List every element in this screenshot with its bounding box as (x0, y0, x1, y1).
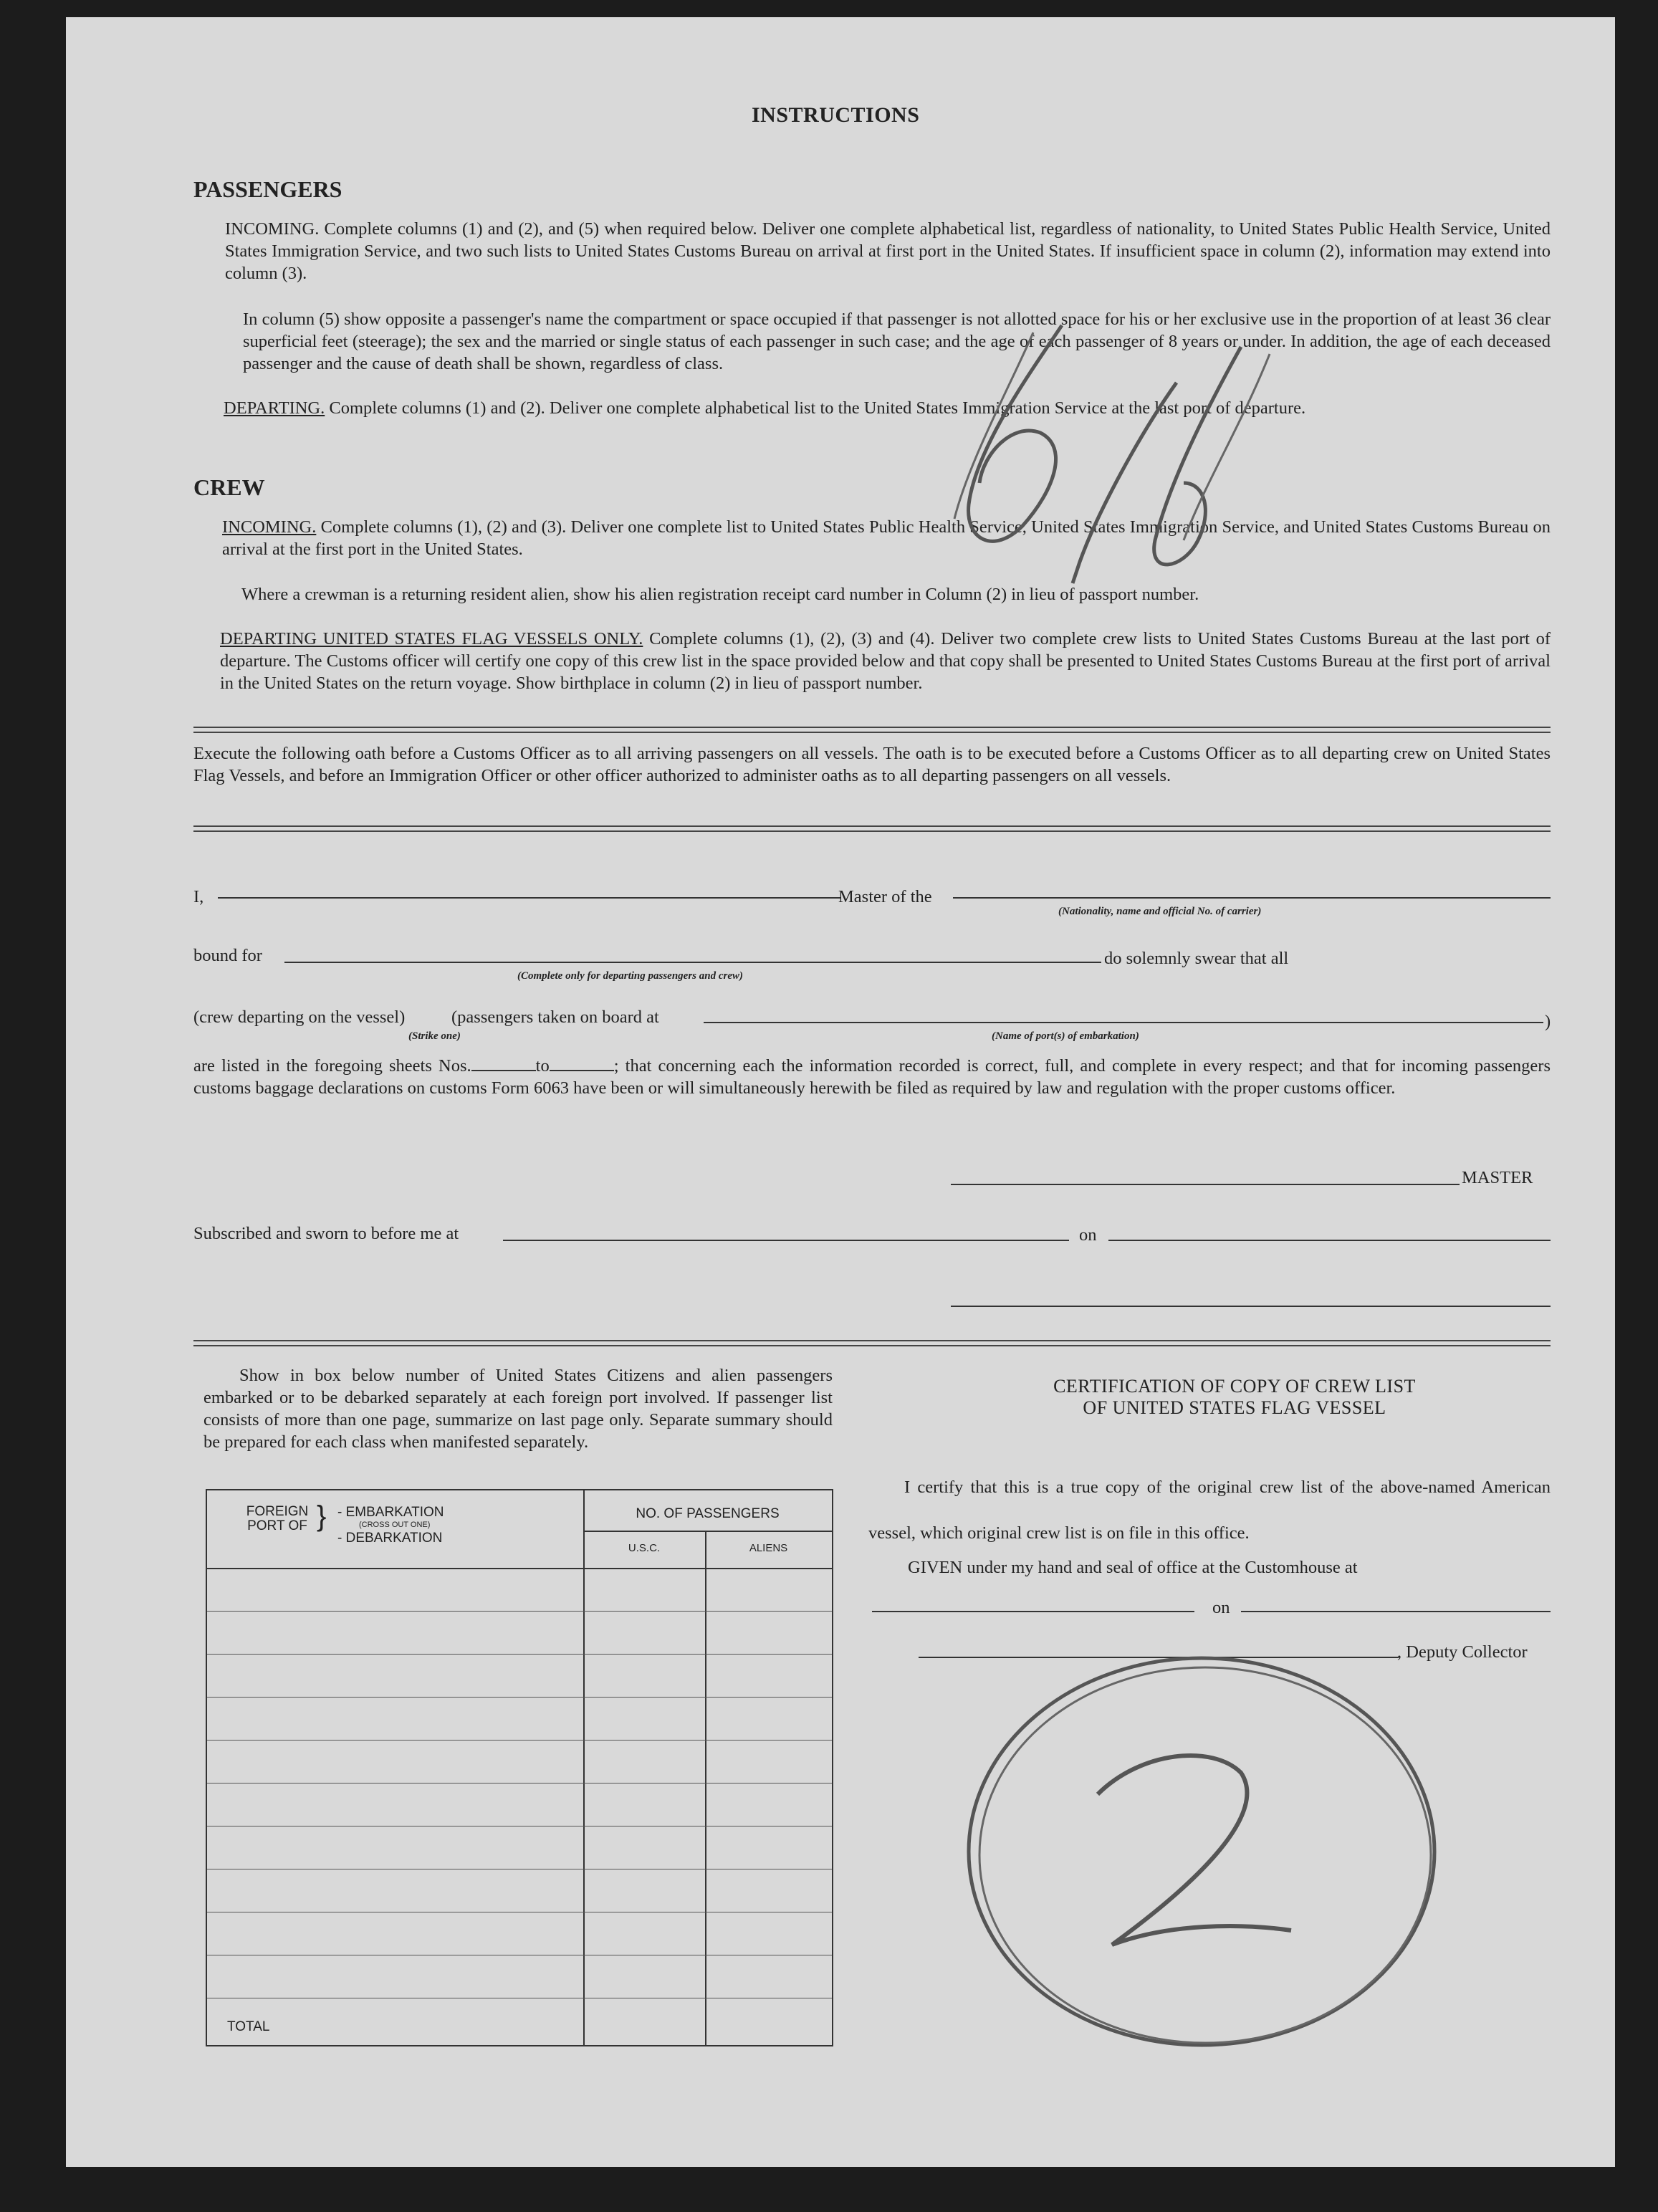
debarkation-label: - DEBARKATION (337, 1531, 443, 1546)
carrier-field[interactable] (953, 897, 1551, 899)
aliens-label: ALIENS (749, 1542, 788, 1554)
cert-text: I certify that this is a true copy of the original crew list of the above-named American vessel, which original crew list is on file in this office. (868, 1478, 1551, 1543)
embarkation-port-field[interactable] (704, 1022, 1543, 1023)
form-sheet (66, 17, 1615, 2167)
passengers-departing-text: Complete columns (1) and (2). Deliver one complete alphabetical list to the United States Immigration Service at the last port of departure. (329, 398, 1306, 418)
row-divider (207, 1611, 832, 1612)
listed-b: ; that concerning each the information recorded is correct, full, and complete in every respect; and that for incoming passengers customs baggage declarations on customs Form 6063 have been or will simultaneously herewith be filed as required by law and regulation with the proper customs officer. (193, 1056, 1551, 1098)
col-divider (705, 1531, 706, 2045)
sheet-to-field[interactable] (550, 1055, 614, 1071)
cert-title (926, 1376, 1543, 1419)
circled-number-mark (904, 1608, 1477, 2067)
crew-incoming-text: Complete columns (1), (2) and (3). Deliver one complete list to United States Public Health Service, United States Immigration Service, and United States Customs Bureau on arrival at the first port in the United States. (222, 517, 1551, 559)
subscribed-label: Subscribed and sworn to before me at (193, 1224, 459, 1243)
row-divider (207, 1740, 832, 1741)
bound-for-caption: (Complete only for departing passengers and crew) (517, 970, 743, 982)
port-label: FOREIGN PORT OF (246, 1504, 309, 1533)
passengers-column5: In column (5) show opposite a passenger's name the compartment or space occupied if that passenger is not allotted space for his or her exclusive use in the proportion of at least 36 clear superficial feet (steerage); the sex and the married or single status of each passenger in such case; and the age of each passenger of 8 years or under. In addition, the age of each deceased passenger and the cause of death shall be shown, regardless of class. (243, 310, 1551, 373)
cert-title-line1: CERTIFICATION OF COPY OF CREW LIST (1053, 1376, 1416, 1397)
passengers-heading: PASSENGERS (193, 176, 342, 202)
carrier-caption: (Nationality, name and official No. of carrier) (1058, 906, 1262, 917)
master-signature-field[interactable] (951, 1184, 1460, 1185)
divider (193, 727, 1551, 733)
master-label: MASTER (1462, 1168, 1533, 1187)
deputy-label: , Deputy Collector (1397, 1642, 1528, 1662)
no-passengers-label: NO. OF PASSENGERS (636, 1506, 780, 1521)
swear-text: do solemnly swear that all (1104, 949, 1289, 968)
passengers-departing-label: DEPARTING. (224, 398, 325, 418)
divider (193, 1340, 1551, 1346)
ports-caption: (Name of port(s) of embarkation) (992, 1030, 1139, 1042)
oath-intro: Execute the following oath before a Customs Officer as to all arriving passengers on all vessels. The oath is to be executed before a Customs Officer as to all departing crew on United States Flag Vessels, and before an Immigration Officer or other officer authorized to administer oaths as to all departing passengers on all vessels. (193, 744, 1551, 785)
master-name-field[interactable] (218, 897, 841, 899)
crew-incoming-label: INCOMING. (222, 517, 317, 537)
listed-to: to (535, 1056, 550, 1076)
row-divider (583, 1531, 832, 1532)
cert-on-label: on (1212, 1598, 1230, 1617)
close-paren: ) (1545, 1012, 1551, 1031)
row-divider (207, 1697, 832, 1698)
subscribed-date-field[interactable] (1108, 1240, 1551, 1241)
crew-heading: CREW (193, 474, 265, 500)
subscribed-place-field[interactable] (503, 1240, 1069, 1241)
master-of-label: Master of the (838, 887, 932, 906)
divider (193, 825, 1551, 832)
col-divider (583, 1490, 585, 2045)
brace-icon: } (317, 1500, 327, 1532)
cert-title-line2: OF UNITED STATES FLAG VESSEL (1083, 1397, 1386, 1418)
given-text: GIVEN under my hand and seal of office at the Customhouse at (908, 1558, 1358, 1577)
row-divider (207, 1654, 832, 1655)
passengers-incoming-text: Complete columns (1) and (2), and (5) when required below. Deliver one complete alphabetical list, regardless of nationality, to United States Public Health Service, United States Immigration Service, and two such lists to United States Customs Bureau on arrival at first port in the United States. If insufficient space in column (2), information may extend into column (3). (225, 219, 1551, 283)
subscribed-on-label: on (1079, 1225, 1097, 1245)
summary-instructions: Show in box below number of United States Citizens and alien passengers embarked or to be debarked separately at each foreign port involved. If passenger list consists of more than one page, summarize on last page only. Separate summary should be prepared for each class when manifested separately. (203, 1366, 833, 1452)
cross-out-label: (CROSS OUT ONE) (359, 1521, 431, 1529)
crew-departing (220, 628, 1551, 694)
handwritten-mark (868, 268, 1442, 612)
passengers-incoming-label: INCOMING. (225, 219, 320, 239)
crew-departing-label: DEPARTING UNITED STATES FLAG VESSELS ONLY. (220, 629, 643, 648)
passengers-taken-option[interactable]: (passengers taken on board at (451, 1007, 659, 1027)
page-title: INSTRUCTIONS (752, 103, 920, 127)
crew-departing-option[interactable]: (crew departing on the vessel) (193, 1007, 406, 1027)
row-divider (207, 1783, 832, 1784)
bound-for-label: bound for (193, 946, 262, 965)
strike-one-caption: (Strike one) (408, 1030, 461, 1042)
row-divider (207, 1568, 832, 1569)
embarkation-label: - EMBARKATION (337, 1505, 444, 1520)
crew-departing-text: Complete columns (1), (2), (3) and (4). Deliver two complete crew lists to United States Customs Bureau at the last port of departure. The Customs officer will certify one copy of this crew list in the space provided below and that copy shall be presented to United States Customs Bureau at the first port of arrival in the United States on the return voyage. Show birthplace in column (2) in lieu of passport number. (220, 629, 1551, 693)
usc-label: U.S.C. (628, 1542, 661, 1554)
oath-i-label: I, (193, 887, 204, 906)
listed-paragraph (193, 1055, 1551, 1099)
sheet-from-field[interactable] (471, 1055, 536, 1071)
officer-signature-field[interactable] (951, 1306, 1551, 1307)
listed-a: are listed in the foregoing sheets Nos. (193, 1056, 471, 1076)
crew-resident: Where a crewman is a returning resident alien, show his alien registration receipt card number in Column (2) in lieu of passport number. (241, 585, 1199, 604)
total-label: TOTAL (227, 2019, 270, 2034)
bound-for-field[interactable] (284, 962, 1101, 963)
summary-table (206, 1489, 833, 2046)
